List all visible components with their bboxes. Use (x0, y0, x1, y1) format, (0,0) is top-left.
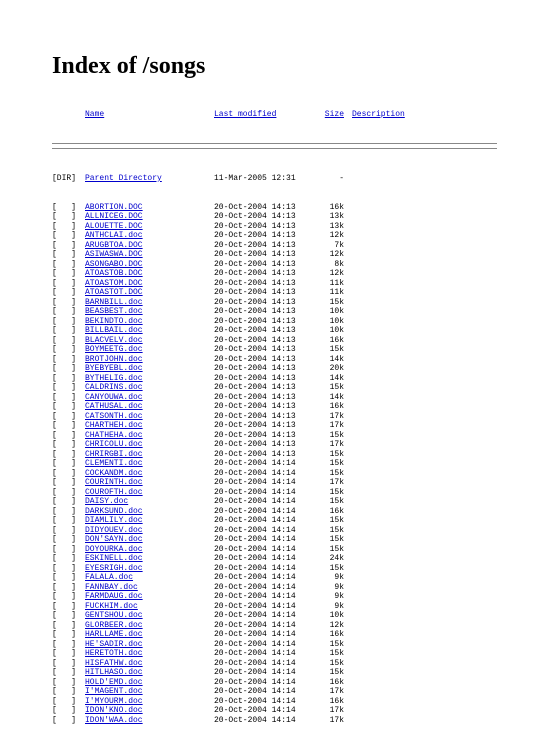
file-modified: 20-Oct-2004 14:13 (214, 430, 296, 440)
file-link[interactable]: ATOASTOB.DOC (85, 269, 143, 278)
file-size: 15k (329, 383, 344, 392)
file-modified: 20-Oct-2004 14:13 (214, 269, 296, 278)
file-row (52, 279, 497, 289)
file-modified: 20-Oct-2004 14:13 (214, 316, 296, 326)
file-link[interactable]: DON'SAYN.doc (85, 535, 143, 544)
file-modified: 20-Oct-2004 14:13 (214, 345, 296, 354)
file-icon: [ ] (52, 696, 77, 706)
parent-size: - (339, 174, 344, 183)
file-row (52, 659, 497, 669)
file-modified: 20-Oct-2004 14:13 (214, 402, 296, 411)
file-icon: [ ] (52, 421, 77, 430)
file-link[interactable]: ATOASTOM.DOC (85, 278, 143, 288)
file-link[interactable]: COUROFTH.doc (85, 487, 143, 497)
file-modified: 20-Oct-2004 14:14 (214, 459, 296, 468)
file-link[interactable]: CHRIRGBI.doc (85, 449, 143, 459)
file-row (52, 241, 497, 251)
file-row (52, 231, 497, 241)
file-row (52, 621, 497, 631)
file-icon: [ ] (52, 459, 77, 468)
file-link[interactable]: I'MAGENT.doc (85, 687, 143, 696)
file-link[interactable]: ESKINELL.doc (85, 554, 143, 563)
file-size: 10k (329, 611, 344, 620)
folder-icon: [DIR] (52, 174, 77, 183)
file-size: 17k (329, 478, 344, 487)
listing-header (52, 110, 497, 122)
file-icon: [ ] (52, 516, 77, 525)
file-modified: 20-Oct-2004 14:14 (214, 525, 296, 535)
file-link[interactable]: IDON'KNO.doc (85, 706, 143, 715)
file-row (52, 716, 497, 726)
file-icon: [ ] (52, 611, 77, 620)
file-icon: [ ] (52, 240, 77, 250)
file-modified: 20-Oct-2004 14:13 (214, 259, 296, 269)
file-size: 15k (329, 649, 344, 658)
file-row (52, 374, 497, 384)
file-row (52, 668, 497, 678)
file-icon: [ ] (52, 715, 77, 725)
file-link[interactable]: HISFATHW.doc (85, 658, 143, 668)
file-link[interactable]: CHRICOLU.doc (85, 440, 143, 449)
file-modified: 20-Oct-2004 14:13 (214, 449, 296, 459)
file-modified: 20-Oct-2004 14:14 (214, 478, 296, 487)
file-icon: [ ] (52, 706, 77, 715)
file-size: 17k (329, 440, 344, 449)
file-link[interactable]: ALLNICEG.DOC (85, 212, 143, 221)
file-row (52, 317, 497, 327)
file-modified: 20-Oct-2004 14:14 (214, 582, 296, 592)
file-modified: 20-Oct-2004 14:13 (214, 411, 296, 421)
file-modified: 20-Oct-2004 14:13 (214, 421, 296, 430)
file-link[interactable]: FARMDAUG.doc (85, 592, 143, 601)
sort-by-name-link[interactable]: Name (85, 110, 105, 119)
file-link[interactable]: EYESRIGH.doc (85, 563, 143, 573)
file-row (52, 421, 497, 431)
file-size: 16k (329, 677, 344, 687)
file-row (52, 298, 497, 308)
file-icon: [ ] (52, 601, 77, 611)
file-link[interactable]: DARKSUND.doc (85, 506, 143, 516)
file-link[interactable]: HE'SADIR.doc (85, 639, 143, 649)
file-link[interactable]: ARUGBTOA.DOC (85, 240, 143, 250)
parent-directory-link[interactable]: Parent Directory (85, 174, 162, 183)
file-modified: 20-Oct-2004 14:13 (214, 364, 296, 373)
file-icon: [ ] (52, 373, 77, 383)
parent-modified: 11-Mar-2005 12:31 (214, 174, 296, 183)
file-size: 17k (329, 687, 344, 696)
file-size: 17k (329, 411, 344, 421)
header-divider (52, 143, 497, 149)
file-row (52, 697, 497, 707)
file-size: 15k (329, 297, 344, 307)
file-icon: [ ] (52, 440, 77, 449)
file-icon: [ ] (52, 269, 77, 278)
file-size: 16k (329, 335, 344, 345)
file-link[interactable]: BOYMEETG.doc (85, 345, 143, 354)
file-modified: 20-Oct-2004 14:13 (214, 212, 296, 221)
file-link[interactable]: ASIWASWA.DOC (85, 250, 143, 259)
parent-directory-row (52, 174, 497, 184)
file-modified: 20-Oct-2004 14:14 (214, 677, 296, 687)
file-size: 11k (329, 288, 344, 297)
file-link[interactable]: HARLLAME.doc (85, 630, 143, 639)
file-row (52, 402, 497, 412)
file-icon: [ ] (52, 202, 77, 212)
file-size: 15k (329, 430, 344, 440)
file-icon: [ ] (52, 354, 77, 364)
file-icon: [ ] (52, 345, 77, 354)
file-modified: 20-Oct-2004 14:13 (214, 326, 296, 335)
file-link[interactable]: CANYOUWA.doc (85, 392, 143, 402)
file-size: 13k (329, 212, 344, 221)
file-link[interactable]: FANNBAY.doc (85, 582, 138, 592)
file-size: 20k (329, 364, 344, 373)
file-modified: 20-Oct-2004 14:14 (214, 668, 296, 677)
file-modified: 20-Oct-2004 14:14 (214, 715, 296, 725)
file-link[interactable]: BEASBEST.doc (85, 307, 143, 316)
file-row (52, 222, 497, 232)
file-row (52, 203, 497, 213)
file-modified: 20-Oct-2004 14:13 (214, 373, 296, 383)
file-icon: [ ] (52, 364, 77, 373)
file-link[interactable]: ANTHCLAI.doc (85, 231, 143, 240)
file-size: 9k (334, 601, 344, 611)
file-size: 12k (329, 620, 344, 630)
file-row (52, 583, 497, 593)
file-modified: 20-Oct-2004 14:14 (214, 497, 296, 506)
file-modified: 20-Oct-2004 14:13 (214, 221, 296, 231)
file-icon: [ ] (52, 592, 77, 601)
file-link[interactable]: BEKINDTO.doc (85, 316, 143, 326)
file-modified: 20-Oct-2004 14:14 (214, 573, 296, 582)
file-size: 15k (329, 449, 344, 459)
file-row (52, 545, 497, 555)
file-row (52, 269, 497, 279)
sort-by-modified-link[interactable]: Last modified (214, 110, 277, 119)
file-size: 15k (329, 497, 344, 506)
file-icon: [ ] (52, 326, 77, 335)
file-modified: 20-Oct-2004 14:14 (214, 468, 296, 478)
file-modified: 20-Oct-2004 14:13 (214, 297, 296, 307)
file-size: 14k (329, 354, 344, 364)
file-size: 9k (334, 582, 344, 592)
file-modified: 20-Oct-2004 14:14 (214, 535, 296, 544)
file-icon: [ ] (52, 288, 77, 297)
file-row (52, 573, 497, 583)
file-icon: [ ] (52, 677, 77, 687)
file-icon: [ ] (52, 231, 77, 240)
file-icon: [ ] (52, 563, 77, 573)
file-icon: [ ] (52, 259, 77, 269)
file-modified: 20-Oct-2004 14:13 (214, 440, 296, 449)
file-row (52, 706, 497, 716)
file-link[interactable]: HERETOTH.doc (85, 649, 143, 658)
sort-by-size-link[interactable]: Size (324, 110, 344, 119)
file-size: 14k (329, 373, 344, 383)
file-link[interactable]: BILLBAIL.doc (85, 326, 143, 335)
file-icon: [ ] (52, 668, 77, 677)
file-link[interactable]: ABORTION.DOC (85, 202, 143, 212)
file-row (52, 355, 497, 365)
file-row (52, 535, 497, 545)
file-size: 15k (329, 535, 344, 544)
file-size: 17k (329, 715, 344, 725)
file-icon: [ ] (52, 497, 77, 506)
file-size: 15k (329, 345, 344, 354)
file-link[interactable]: FALALA.doc (85, 573, 134, 582)
file-size: 10k (329, 316, 344, 326)
file-link[interactable]: GLORBEER.doc (85, 620, 143, 630)
file-size: 10k (329, 307, 344, 316)
file-size: 15k (329, 658, 344, 668)
file-size: 11k (329, 278, 344, 288)
file-icon: [ ] (52, 307, 77, 316)
file-modified: 20-Oct-2004 14:14 (214, 592, 296, 601)
file-icon: [ ] (52, 573, 77, 582)
file-row (52, 526, 497, 536)
sort-by-description-link[interactable]: Description (352, 110, 405, 119)
file-icon: [ ] (52, 402, 77, 411)
file-link[interactable]: CALDRINS.doc (85, 383, 143, 392)
file-modified: 20-Oct-2004 14:14 (214, 630, 296, 639)
file-icon: [ ] (52, 221, 77, 231)
file-modified: 20-Oct-2004 14:13 (214, 202, 296, 212)
file-size: 15k (329, 544, 344, 554)
file-icon: [ ] (52, 278, 77, 288)
file-modified: 20-Oct-2004 14:14 (214, 611, 296, 620)
file-icon: [ ] (52, 316, 77, 326)
file-modified: 20-Oct-2004 14:14 (214, 639, 296, 649)
file-link[interactable]: COCKANDM.doc (85, 468, 143, 478)
file-icon: [ ] (52, 639, 77, 649)
file-icon: [ ] (52, 430, 77, 440)
file-size: 14k (329, 392, 344, 402)
file-size: 12k (329, 250, 344, 259)
file-row (52, 554, 497, 564)
file-modified: 20-Oct-2004 14:14 (214, 601, 296, 611)
file-row (52, 250, 497, 260)
file-icon: [ ] (52, 582, 77, 592)
file-row (52, 307, 497, 317)
file-size: 15k (329, 668, 344, 677)
file-row (52, 326, 497, 336)
file-link[interactable]: FUCKHIM.doc (85, 601, 138, 611)
page-title: Index of /songs (52, 53, 206, 79)
file-size: 7k (334, 240, 344, 250)
file-link[interactable]: DOYOURKA.doc (85, 544, 143, 554)
file-modified: 20-Oct-2004 14:14 (214, 696, 296, 706)
file-link[interactable]: BROTJOHN.doc (85, 354, 143, 364)
file-row (52, 440, 497, 450)
file-link[interactable]: DIDYOUEV.doc (85, 525, 143, 535)
file-link[interactable]: CATSONTH.doc (85, 411, 143, 421)
file-link[interactable]: CHARTHEH.doc (85, 421, 143, 430)
file-row (52, 288, 497, 298)
file-link[interactable]: DAISY.doc (85, 497, 129, 506)
file-row (52, 364, 497, 374)
file-link[interactable]: ALOUETTE.DOC (85, 221, 143, 231)
file-modified: 20-Oct-2004 14:14 (214, 658, 296, 668)
file-size: 13k (329, 221, 344, 231)
file-row (52, 212, 497, 222)
file-link[interactable]: COURINTH.doc (85, 478, 143, 487)
file-size: 9k (334, 573, 344, 582)
file-row (52, 488, 497, 498)
file-icon: [ ] (52, 468, 77, 478)
file-link[interactable]: BYTHELIG.doc (85, 373, 143, 383)
file-link[interactable]: HOLD'EMD.doc (85, 677, 143, 687)
file-size: 15k (329, 459, 344, 468)
file-row (52, 678, 497, 688)
file-modified: 20-Oct-2004 14:13 (214, 335, 296, 345)
file-icon: [ ] (52, 250, 77, 259)
file-link[interactable]: BYEBYEBL.doc (85, 364, 143, 373)
file-size: 8k (334, 259, 344, 269)
file-icon: [ ] (52, 383, 77, 392)
file-row (52, 687, 497, 697)
file-link[interactable]: CLEMENTI.doc (85, 459, 143, 468)
file-modified: 20-Oct-2004 14:13 (214, 250, 296, 259)
file-link[interactable]: ASONGABO.DOC (85, 259, 143, 269)
file-modified: 20-Oct-2004 14:14 (214, 649, 296, 658)
file-modified: 20-Oct-2004 14:14 (214, 516, 296, 525)
file-size: 15k (329, 487, 344, 497)
file-row (52, 383, 497, 393)
file-icon: [ ] (52, 449, 77, 459)
file-modified: 20-Oct-2004 14:13 (214, 354, 296, 364)
file-size: 16k (329, 402, 344, 411)
file-size: 17k (329, 421, 344, 430)
file-row (52, 507, 497, 517)
file-icon: [ ] (52, 525, 77, 535)
file-modified: 20-Oct-2004 14:14 (214, 620, 296, 630)
file-icon: [ ] (52, 487, 77, 497)
file-icon: [ ] (52, 535, 77, 544)
file-row (52, 345, 497, 355)
file-size: 10k (329, 326, 344, 335)
file-listing (52, 91, 497, 735)
file-icon: [ ] (52, 630, 77, 639)
file-link[interactable]: DIAMLILY.doc (85, 516, 143, 525)
file-size: 16k (329, 630, 344, 639)
file-row (52, 431, 497, 441)
file-row (52, 602, 497, 612)
file-row (52, 564, 497, 574)
file-link[interactable]: ATOASTOT.DOC (85, 288, 143, 297)
file-icon: [ ] (52, 335, 77, 345)
file-link[interactable]: BLACVELV.doc (85, 335, 143, 345)
file-modified: 20-Oct-2004 14:14 (214, 487, 296, 497)
file-modified: 20-Oct-2004 14:14 (214, 706, 296, 715)
file-row (52, 478, 497, 488)
file-modified: 20-Oct-2004 14:13 (214, 288, 296, 297)
file-size: 15k (329, 516, 344, 525)
file-modified: 20-Oct-2004 14:13 (214, 231, 296, 240)
file-modified: 20-Oct-2004 14:13 (214, 278, 296, 288)
file-row (52, 469, 497, 479)
file-size: 15k (329, 639, 344, 649)
file-icon: [ ] (52, 544, 77, 554)
file-icon: [ ] (52, 649, 77, 658)
file-link[interactable]: I'MYOURM.doc (85, 696, 143, 706)
file-row (52, 611, 497, 621)
file-size: 15k (329, 468, 344, 478)
file-row (52, 450, 497, 460)
file-modified: 20-Oct-2004 14:13 (214, 307, 296, 316)
file-row (52, 516, 497, 526)
file-row (52, 630, 497, 640)
file-rows (52, 203, 497, 726)
file-modified: 20-Oct-2004 14:13 (214, 240, 296, 250)
file-size: 9k (334, 592, 344, 601)
file-row (52, 497, 497, 507)
file-icon: [ ] (52, 411, 77, 421)
file-size: 15k (329, 525, 344, 535)
file-modified: 20-Oct-2004 14:14 (214, 563, 296, 573)
file-row (52, 412, 497, 422)
file-link[interactable]: BARNBILL.doc (85, 297, 143, 307)
file-size: 16k (329, 202, 344, 212)
file-icon: [ ] (52, 687, 77, 696)
file-icon: [ ] (52, 658, 77, 668)
file-row (52, 260, 497, 270)
file-icon: [ ] (52, 554, 77, 563)
file-size: 24k (329, 554, 344, 563)
file-size: 12k (329, 269, 344, 278)
file-row (52, 393, 497, 403)
file-size: 16k (329, 506, 344, 516)
file-icon: [ ] (52, 392, 77, 402)
file-size: 16k (329, 696, 344, 706)
file-link[interactable]: IDON'WAA.doc (85, 715, 143, 725)
file-modified: 20-Oct-2004 14:13 (214, 392, 296, 402)
file-row (52, 649, 497, 659)
file-modified: 20-Oct-2004 14:13 (214, 383, 296, 392)
file-size: 17k (329, 706, 344, 715)
file-row (52, 459, 497, 469)
file-size: 15k (329, 563, 344, 573)
file-icon: [ ] (52, 478, 77, 487)
file-modified: 20-Oct-2004 14:14 (214, 554, 296, 563)
file-link[interactable]: CATHUSAL.doc (85, 402, 143, 411)
file-icon: [ ] (52, 620, 77, 630)
file-row (52, 336, 497, 346)
file-icon: [ ] (52, 506, 77, 516)
file-icon: [ ] (52, 212, 77, 221)
file-link[interactable]: GENTSHOU.doc (85, 611, 143, 620)
file-size: 12k (329, 231, 344, 240)
file-row (52, 640, 497, 650)
file-icon: [ ] (52, 297, 77, 307)
file-row (52, 592, 497, 602)
file-modified: 20-Oct-2004 14:14 (214, 506, 296, 516)
file-link[interactable]: HITLHASO.doc (85, 668, 143, 677)
file-link[interactable]: CHATHEHA.doc (85, 430, 143, 440)
file-modified: 20-Oct-2004 14:14 (214, 687, 296, 696)
file-modified: 20-Oct-2004 14:14 (214, 544, 296, 554)
